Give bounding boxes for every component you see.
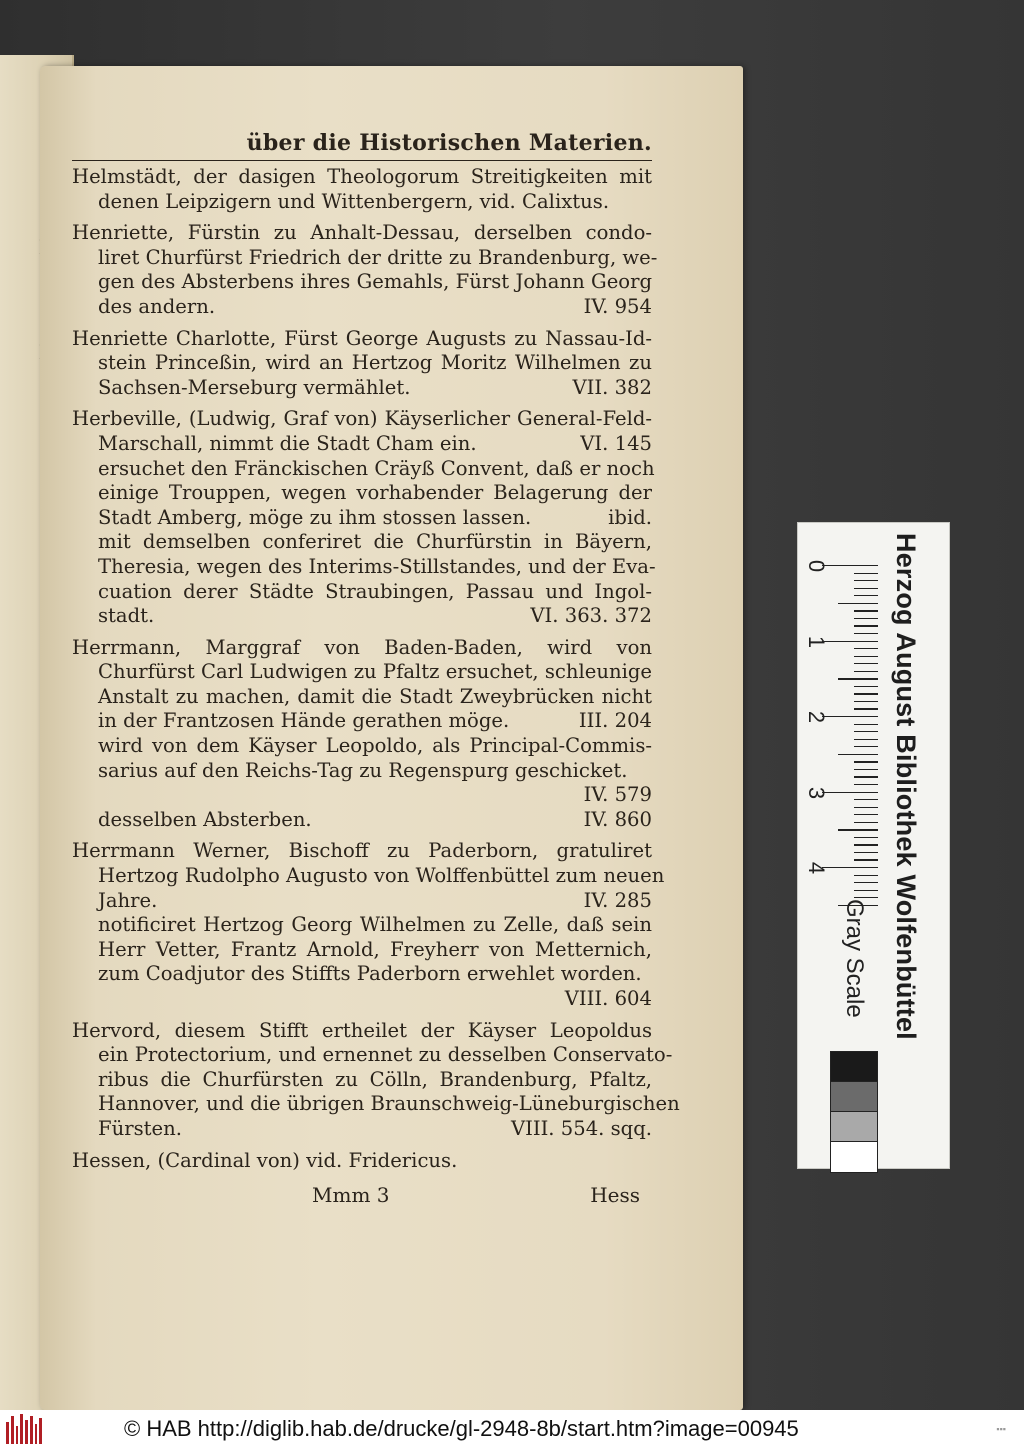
catchline xyxy=(72,1182,652,1208)
entry-line: IV. 579 xyxy=(583,783,652,807)
entry-line: ersuchet den Fränckischen Cräyß Convent, daß er noch xyxy=(98,456,655,480)
entry-headword-line: Henriette Charlotte, Fürst George Augusts zu Nassau-Id- xyxy=(72,326,652,350)
entry-text: stadt. xyxy=(98,604,155,628)
entry-line xyxy=(72,295,652,320)
entry-headword-line: Hervord, diesem Stifft ertheilet der Käyser Leopoldus xyxy=(72,1018,652,1042)
ruler-tick xyxy=(854,746,878,747)
footer-bar xyxy=(0,1410,1024,1448)
entry-gap xyxy=(72,1173,652,1180)
ruler-tick xyxy=(854,844,878,845)
ruler-tick xyxy=(854,859,878,860)
index-entry xyxy=(72,1018,680,1142)
entry-text: Jahre. xyxy=(98,888,158,912)
ruler-tick xyxy=(854,731,878,732)
ruler-tick xyxy=(854,656,878,657)
entry-line: mit demselben conferiret die Churfürstin in Bäyern, xyxy=(98,530,652,554)
entry-text: desselben Absterben. xyxy=(98,807,312,831)
ruler-tick xyxy=(854,814,878,815)
entry-line: VIII. 604 xyxy=(564,987,652,1010)
entry-line: Anstalt zu machen, damit die Stadt Zweybrücken nicht xyxy=(98,684,652,708)
ruler-tick xyxy=(854,580,878,581)
entry-reference: VII. 382 xyxy=(572,375,652,399)
entry-reference: IV. 285 xyxy=(583,888,652,912)
entry-line: wird von dem Käyser Leopoldo, als Principal-Commis- xyxy=(98,734,652,758)
entry-gap xyxy=(72,832,652,839)
footer-dots-icon: ▪▪▪ xyxy=(996,1424,1006,1434)
ruler-tick xyxy=(838,603,878,604)
entry-text: des andern. xyxy=(98,294,216,318)
ruler-tick xyxy=(854,890,878,891)
hab-logo-icon xyxy=(6,1414,42,1444)
entry-line: denen Leipzigern und Wittenbergern, vid. Calixtus. xyxy=(98,189,610,213)
ruler-tick xyxy=(854,852,878,853)
entry-reference: III. 204 xyxy=(578,709,652,733)
entry-line xyxy=(72,1117,652,1142)
gray-scale-label: Gray Scale xyxy=(841,899,868,1018)
ruler-tick xyxy=(854,610,878,611)
entry-line: stein Princeßin, wird an Hertzog Moritz Wilhelmen zu xyxy=(98,351,652,375)
entry-line xyxy=(72,808,652,833)
index-entry xyxy=(72,407,656,628)
ruler-tick xyxy=(854,595,878,596)
ruler-tick xyxy=(854,837,878,838)
ruler-tick xyxy=(854,875,878,876)
entry-line xyxy=(72,432,652,457)
entry-headword-line: Helmstädt, der dasigen Theologorum Streitigkeiten mit xyxy=(72,165,652,188)
gray-swatch xyxy=(830,1051,878,1083)
ruler-tick xyxy=(854,807,878,808)
ruler-tick xyxy=(854,625,878,626)
entry-gap xyxy=(72,629,652,636)
entry-line: Herr Vetter, Frantz Arnold, Freyherr von Metternich, xyxy=(98,937,652,961)
entry-headword-line: Herrmann Werner, Bischoff zu Paderborn, gratuliret xyxy=(72,839,652,863)
entry-gap xyxy=(72,1012,652,1019)
ruler-number: 0 xyxy=(804,559,830,573)
ruler-tick xyxy=(854,693,878,694)
entry-line xyxy=(72,604,652,629)
index-entry xyxy=(72,1149,652,1174)
ruler-tick xyxy=(854,769,878,770)
ruler-tick xyxy=(854,739,878,740)
ruler-tick xyxy=(854,701,878,702)
ruler-tick xyxy=(838,754,878,755)
ruler-number: 1 xyxy=(804,635,830,648)
entry-line xyxy=(72,889,652,914)
entry-reference: VIII. 554. sqq. xyxy=(510,1116,652,1140)
signature-mark: Mmm 3 xyxy=(312,1183,390,1208)
running-head: über die Historischen Materien. xyxy=(72,128,652,161)
gray-swatch xyxy=(830,1111,878,1143)
ruler-tick xyxy=(854,671,878,672)
ruler-tick xyxy=(838,829,878,830)
entry-gap xyxy=(72,1142,652,1149)
index-entry xyxy=(72,165,652,214)
entry-line: ribus die Churfürsten zu Cölln, Brandenburg, Pfaltz, xyxy=(98,1067,652,1091)
ruler-tick xyxy=(854,761,878,762)
ruler-tick xyxy=(854,708,878,709)
entry-headword-line: Herbeville, (Ludwig, Graf von) Käyserlicher General-Feld- xyxy=(72,407,652,431)
entry-line: zum Coadjutor des Stiffts Paderborn erwehlet worden. xyxy=(98,962,642,986)
index-entry xyxy=(72,839,665,1011)
scale-ruler-card xyxy=(797,522,950,1169)
catchword: Hess xyxy=(590,1183,640,1208)
ruler-tick xyxy=(854,588,878,589)
ruler-number: 3 xyxy=(804,786,830,799)
index-entry xyxy=(72,636,652,833)
ruler-number: 4 xyxy=(804,861,830,875)
gray-swatch xyxy=(830,1141,878,1173)
ruler-tick xyxy=(854,776,878,777)
ruler-tick xyxy=(822,716,878,717)
ruler-tick xyxy=(822,867,878,868)
entry-gap xyxy=(72,320,652,327)
entry-line: Hannover, und die übrigen Braunschweig-Lüneburgischen xyxy=(98,1092,680,1116)
entry-reference: IV. 860 xyxy=(583,807,652,831)
entry-line: Theresia, wegen des Interims-Stillstandes, und der Eva- xyxy=(98,554,656,578)
ruler-tick xyxy=(854,882,878,883)
index-entry xyxy=(72,327,652,401)
gray-swatch xyxy=(830,1081,878,1113)
ruler-tick xyxy=(822,641,878,642)
footer-url[interactable]: © HAB http://diglib.hab.de/drucke/gl-2948-8b/start.htm?image=00945 xyxy=(124,1416,799,1441)
ruler-tick xyxy=(854,799,878,800)
entry-text: Sachsen-Merseburg vermählet. xyxy=(98,375,411,399)
page-text-block xyxy=(72,128,680,1208)
entry-gap xyxy=(72,400,652,407)
ruler-tick xyxy=(854,784,878,785)
entry-reference: IV. 954 xyxy=(583,294,652,318)
entry-gap xyxy=(72,214,652,221)
ruler-tick xyxy=(854,822,878,823)
entry-reference: ibid. xyxy=(608,505,652,529)
ruler-tick xyxy=(854,633,878,634)
entry-line: liret Churfürst Friedrich der dritte zu Brandenburg, we- xyxy=(98,245,658,269)
ruler-tick xyxy=(854,573,878,574)
ruler-tick xyxy=(854,724,878,725)
ruler-tick xyxy=(854,648,878,649)
entry-line: gen des Absterbens ihres Gemahls, Fürst Johann Georg xyxy=(98,270,652,294)
entry-line: Hertzog Rudolpho Augusto von Wolffenbüttel zum neuen xyxy=(98,864,665,888)
entry-line: Churfürst Carl Ludwigen zu Pfaltz ersuchet, schleunige xyxy=(98,660,653,684)
ruler-tick xyxy=(854,686,878,687)
entry-line: cuation derer Städte Straubingen, Passau und Ingol- xyxy=(98,579,652,603)
entry-text: in der Frantzosen Hände gerathen möge. xyxy=(98,709,510,733)
entry-reference: VI. 363. 372 xyxy=(530,604,652,628)
ruler-number: 2 xyxy=(804,710,830,724)
ruler-tick xyxy=(822,792,878,793)
institution-label: Herzog August Bibliothek Wolfenbüttel xyxy=(891,533,921,1040)
ruler-tick xyxy=(854,663,878,664)
entry-line: notificiret Hertzog Georg Wilhelmen zu Zelle, daß sein xyxy=(98,913,652,937)
entry-line xyxy=(72,506,652,531)
ruler-tick xyxy=(838,678,878,679)
entry-text: Fürsten. xyxy=(98,1116,182,1140)
entry-headword-line: Herrmann, Marggraf von Baden-Baden, wird von xyxy=(72,635,652,659)
entry-line: einige Trouppen, wegen vorhabender Belagerung der xyxy=(98,481,652,505)
entry-text: Marschall, nimmt die Stadt Cham ein. xyxy=(98,431,477,455)
ruler-tick xyxy=(854,618,878,619)
entry-line: ein Protectorium, und ernennet zu desselben Conservato- xyxy=(98,1043,673,1067)
entry-line xyxy=(72,709,652,734)
entry-headword-line: Henriette, Fürstin zu Anhalt-Dessau, derselben condo- xyxy=(72,221,652,245)
entry-reference: VI. 145 xyxy=(580,431,652,455)
index-entries xyxy=(72,165,680,1180)
entry-headword-line: Hessen, (Cardinal von) vid. Fridericus. xyxy=(72,1148,458,1172)
ruler-scale xyxy=(804,553,878,933)
entry-text: Stadt Amberg, möge zu ihm stossen lassen. xyxy=(98,505,532,529)
entry-line xyxy=(72,376,652,401)
entry-line: sarius auf den Reichs-Tag zu Regenspurg geschicket. xyxy=(98,758,628,782)
ruler-tick xyxy=(822,565,878,566)
index-entry xyxy=(72,221,658,319)
